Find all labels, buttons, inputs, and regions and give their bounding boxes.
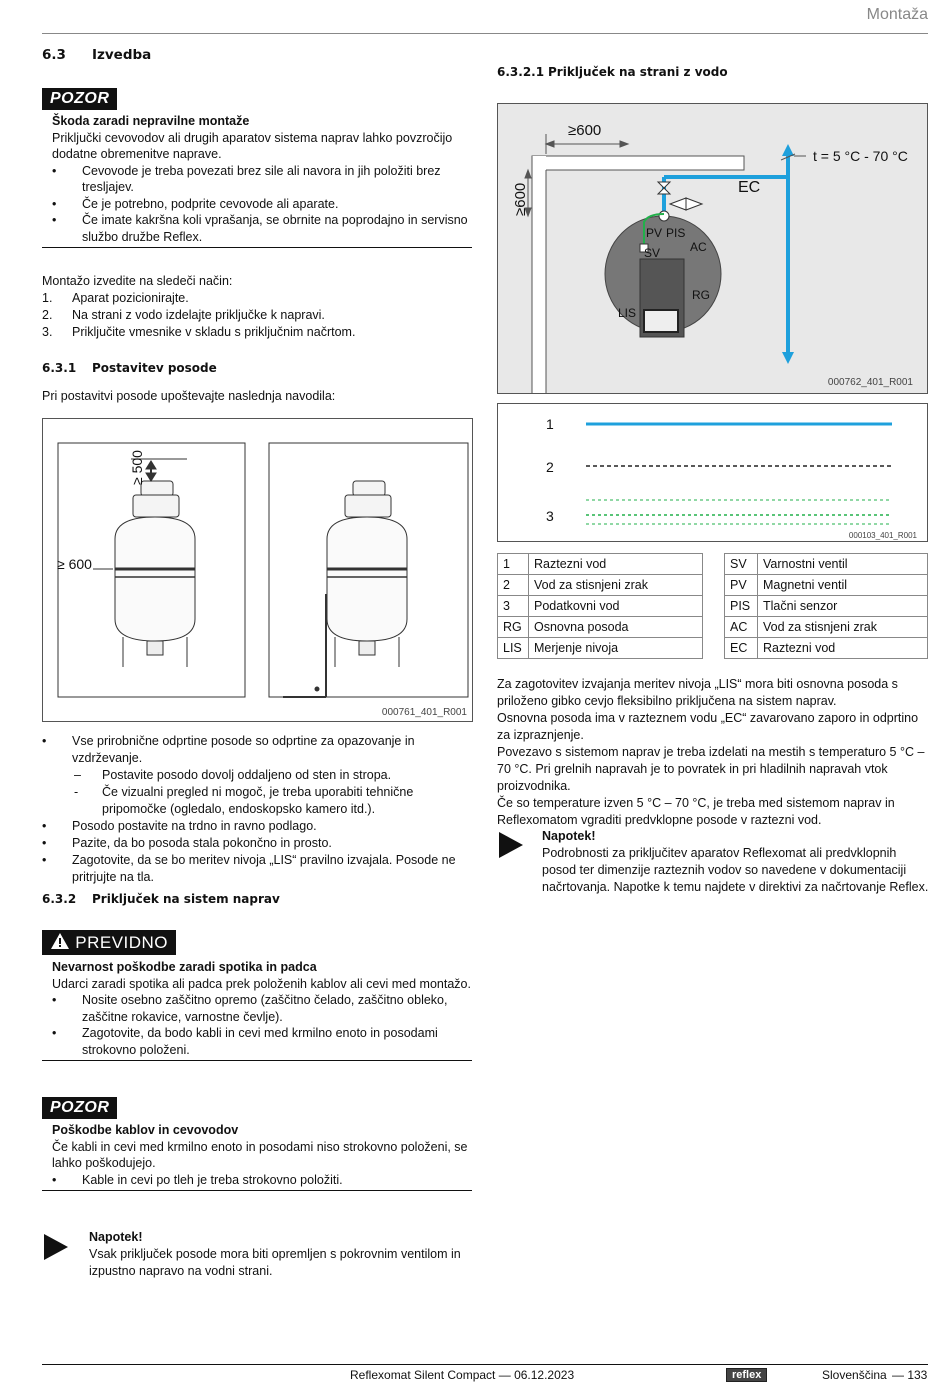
figure-code: 000762_401_R001	[827, 377, 913, 388]
line-number: 3	[546, 508, 554, 524]
table-row: AC Vod za stisnjeni zrak	[725, 617, 928, 638]
temperature-label: t = 5 °C - 70 °C	[813, 148, 908, 164]
note-arrow-icon	[499, 832, 523, 858]
caution-box-previdno	[42, 930, 472, 1061]
sv-label: SV	[644, 246, 661, 260]
figure-code: 000103_401_R001	[848, 531, 917, 540]
table-row: RG Osnovna posoda	[498, 617, 703, 638]
note-arrow-icon	[44, 1234, 68, 1260]
note-title: Napotek!	[542, 829, 596, 843]
placement-intro: Pri postavitvi posode upoštevajte naslednja navodila:	[42, 389, 336, 403]
caution-bullet: • Zagotovite, da bodo kabli in cevi med krmilno enoto in posodami strokovno položeni.	[52, 1025, 472, 1058]
dim-top-label: ≥600	[568, 122, 602, 139]
rg-label: RG	[692, 288, 710, 302]
note-text: Vsak priključek posode mora biti opremljen s pokrovnim ventilom in izpustno napravo na vodni strani.	[89, 1247, 461, 1278]
caution-bullet: • Cevovode je treba povezati brez sile ali navora in jih položiti brez tresljajev.	[52, 163, 472, 196]
reflex-logo: reflex	[726, 1368, 767, 1382]
ec-label: EC	[738, 179, 761, 196]
note-block-2	[542, 828, 930, 896]
paragraph: Povezavo s sistemom naprav je treba izdelati na mestih s temperaturo 5 °C – 70 °C. Pri grelnih napravah je to povratek in pri hladilnih napravah vtok proizvodnika.	[497, 745, 925, 793]
table-row: 2 Vod za stisnjeni zrak	[498, 575, 703, 596]
caution-title: Nevarnost poškodbe zaradi spotika in padca	[52, 960, 317, 974]
caution-bullet: • Kable in cevi po tleh je treba strokovno položiti.	[52, 1172, 472, 1189]
steps-block	[42, 273, 472, 341]
section-title: Izvedba	[92, 47, 152, 63]
line-samples	[498, 404, 927, 541]
caution-badge: POZOR	[42, 1097, 117, 1119]
note-title: Napotek!	[89, 1230, 143, 1244]
list-item: • Zagotovite, da se bo meritev nivoja „LIS“ pravilno izvajala. Posode ne pritrjujte na tla.	[42, 852, 472, 886]
connection-figure	[497, 103, 928, 394]
caution-badge: POZOR	[42, 88, 117, 110]
legend-table-right	[724, 553, 928, 659]
table-row: 3 Podatkovni vod	[498, 596, 703, 617]
table-row: SV Varnostni ventil	[725, 554, 928, 575]
paragraph: Za zagotovitev izvajanja meritev nivoja „LIS“ mora biti osnovna posoda s priloženo gibko cevjo fleksibilno priključena na sistem naprav.	[497, 677, 898, 708]
list-item: • Posodo postavite na trdno in ravno podlago.	[42, 818, 472, 835]
caution-title: Škoda zaradi nepravilne montaže	[52, 114, 250, 128]
list-item: • Vse prirobnične odprtine posode so odprtine za opazovanje in vzdrževanje.	[42, 733, 472, 767]
caution-bullet: • Nosite osebno zaščitno opremo (zaščitno čelado, zaščitno obleko, zaščitne rokavice, varnostne čevlje).	[52, 992, 472, 1025]
caution-text: Če kabli in cevi med krmilno enoto in posodami niso strokovno položeni, se lahko poškodujejo.	[52, 1139, 468, 1170]
table-row: 1 Raztezni vod	[498, 554, 703, 575]
table-row: PIS Tlačni senzor	[725, 596, 928, 617]
note-block-1	[89, 1229, 469, 1280]
line-legend-figure	[497, 403, 928, 542]
steps-intro: Montažo izvedite na sledeči način:	[42, 274, 233, 288]
paragraph: Osnovna posoda ima v razteznem vodu „EC“ zavarovano zaporo in odprtino za izpraznjenje.	[497, 711, 919, 742]
ac-label: AC	[690, 240, 707, 254]
section-heading-6-3-2: 6.3.2 Priključek na sistem naprav	[42, 892, 280, 906]
table-row: EC Raztezni vod	[725, 638, 928, 659]
footer-page-number: — 133	[892, 1368, 928, 1382]
section-heading-6-3-2-1: 6.3.2.1 Priključek na strani z vodo	[497, 65, 728, 79]
caution-box-1	[42, 88, 472, 248]
pv-label: PV	[646, 226, 663, 240]
warning-badge: PREVIDNO	[42, 930, 176, 955]
placement-figure	[42, 418, 473, 722]
pis-label: PIS	[666, 226, 686, 240]
step-item: 3. Priključite vmesnike v skladu s priključnim načrtom.	[42, 325, 356, 339]
note-text: Podrobnosti za priključitev aparatov Reflexomat ali predvklopnih posod ter dimenzije razteznih vodov so navedene v dokumentaciji načrtovanja. Napotke k temu najdete v direktivi za načrtovanje Reflex.	[542, 846, 929, 894]
caution-text: Udarci zaradi spotika ali padca prek položenih kablov ali cevi med montažo.	[52, 976, 471, 991]
section-heading-6-3	[42, 47, 151, 63]
line-number: 1	[546, 416, 554, 432]
line-number: 2	[546, 459, 554, 475]
footer-rule	[42, 1364, 928, 1365]
sub-item: – Postavite posodo dovolj oddaljeno od sten in stropa.	[74, 768, 392, 782]
caution-text: Priključki cevovodov ali drugih aparatov sistema naprav lahko povzročijo dodatne obremenitve naprave.	[52, 130, 453, 161]
legend-table-left	[497, 553, 703, 659]
list-item: • Pazite, da bo posoda stala pokončno in prosto.	[42, 835, 472, 852]
step-item: 2. Na strani z vodo izdelajte priključke k napravi.	[42, 308, 325, 322]
sub-item: - Če vizualni pregled ni mogoč, je treba uporabiti tehnične pripomočke (ogledalo, endoskopsko kamero itd.).	[74, 785, 414, 816]
figure-code: 000761_401_R001	[381, 707, 467, 718]
header-title: Montaža	[866, 6, 928, 23]
lis-label: LIS	[618, 306, 637, 320]
footer-language: Slovenščina	[822, 1368, 887, 1382]
dim-side-label: ≥ 600	[57, 556, 92, 572]
dim-side-label: ≥600	[512, 182, 529, 216]
footer-doc-title: Reflexomat Silent Compact — 06.12.2023	[350, 1368, 575, 1382]
caution-bullet: • Če je potrebno, podprite cevovode ali aparate.	[52, 196, 472, 213]
connection-text	[497, 676, 927, 829]
placement-bullets	[42, 733, 472, 886]
caution-box-2	[42, 1097, 472, 1191]
paragraph: Če so temperature izven 5 °C – 70 °C, je treba med sistemom naprav in Reflexomatom vgraditi predvklopne posode v raztezni vod.	[497, 796, 895, 827]
step-item: 1. Aparat pozicionirajte.	[42, 291, 189, 305]
section-heading-6-3-1: 6.3.1 Postavitev posode	[42, 361, 217, 375]
section-number: 6.3	[42, 47, 66, 63]
warning-triangle-icon	[50, 932, 70, 950]
caution-title: Poškodbe kablov in cevovodov	[52, 1123, 239, 1137]
header-rule	[42, 33, 928, 34]
caution-bullet: • Če imate kakršna koli vprašanja, se obrnite na poprodajno in servisno službo družbe Reflex.	[52, 212, 472, 245]
table-row: PV Magnetni ventil	[725, 575, 928, 596]
dim-top-label: ≥ 500	[129, 450, 145, 485]
placement-drawing	[43, 419, 472, 721]
table-row: LIS Merjenje nivoja	[498, 638, 703, 659]
